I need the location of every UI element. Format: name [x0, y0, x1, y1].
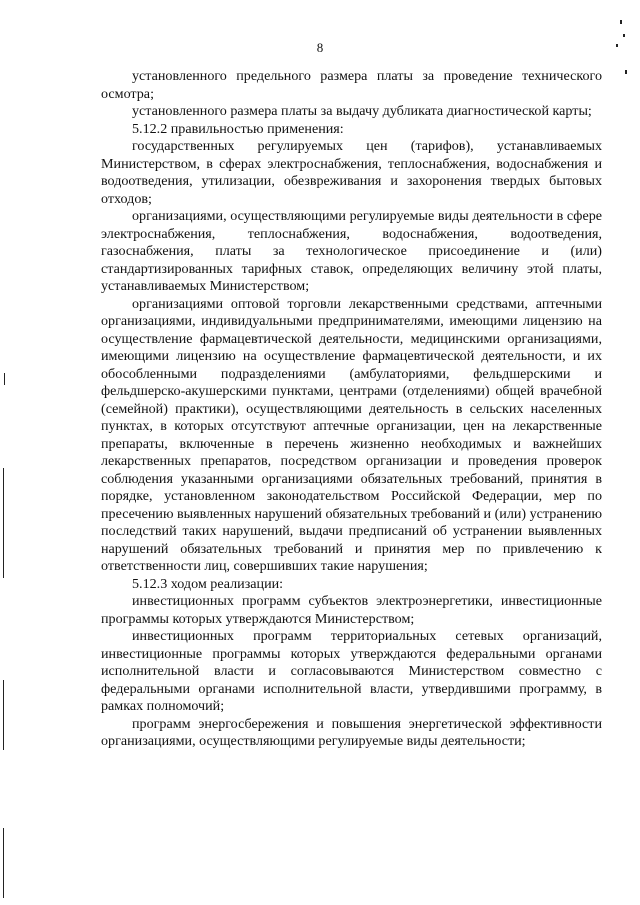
paragraph: инвестиционных программ территориальных сетевых организаций, инвестиционные программы которых утверждаются федеральными органами исполнительной власти и согласовываются Министерством совместно с федеральными органами исполнительной власти, утвердившими программу, в рамках полномочий;	[101, 628, 602, 714]
scan-mark	[616, 44, 618, 47]
scan-mark	[3, 828, 4, 898]
scan-mark	[625, 70, 627, 74]
scan-mark	[623, 34, 625, 37]
paragraph: установленного предельного размера платы за проведение технического осмотра;	[101, 68, 602, 102]
scan-mark	[4, 373, 5, 385]
paragraph: инвестиционных программ субъектов электроэнергетики, инвестиционные программы которых утверждаются Министерством;	[101, 593, 602, 627]
scan-mark	[3, 468, 4, 578]
page-number: 8	[316, 40, 324, 55]
document-body	[101, 68, 602, 751]
scan-mark	[620, 20, 622, 24]
paragraph: организациями, осуществляющими регулируемые виды деятельности в сфере электроснабжения, теплоснабжения, водоснабжения, водоотведения, газоснабжения, платы за технологическое присоединение и (или) стандартизированных тарифных ставок, определяющих величину этой платы, устанавливаемых Министерством;	[101, 208, 602, 294]
section-heading: 5.12.3 ходом реализации:	[132, 575, 284, 592]
section-heading: 5.12.2 правильностью применения:	[132, 120, 344, 137]
paragraph: организациями оптовой торговли лекарственными средствами, аптечными организациями, индивидуальными предпринимателями, имеющими лицензию на осуществление фармацевтической деятельности, медицинскими организациями, имеющими лицензию на осуществление фармацевтической деятельности, и их обособленными подразделениями (амбулаториями, фельдшерскими и фельдшерско-акушерскими пунктами, центрами (отделениями) общей врачебной (семейной) практики), осуществляющими деятельность в сельских населенных пунктах, в которых отсутствуют аптечные организации, цен на лекарственные препараты, включенные в перечень жизненно необходимых и важнейших лекарственных препаратов, посредством организации и проведения проверок соблюдения указанными организациями обязательных требований, принятия в порядке, установленном законодательством Российской Федерации, мер по пресечению выявленных нарушений обязательных требований и (или) устранению последствий таких нарушений, выдачи предписаний об устранении выявленных нарушений обязательных требований и принятия мер по привлечению к ответственности лиц, совершивших такие нарушения;	[101, 295, 602, 574]
paragraph: установленного размера платы за выдачу дубликата диагностической карты;	[132, 103, 592, 119]
scan-mark	[3, 680, 4, 750]
paragraph: программ энергосбережения и повышения энергетической эффективности организациями, осуществляющими регулируемые виды деятельности;	[101, 715, 602, 749]
paragraph: государственных регулируемых цен (тарифов), устанавливаемых Министерством, в сферах электроснабжения, теплоснабжения, водоснабжения и водоотведения, утилизации, обезвреживания и захоронения твердых бытовых отходов;	[101, 138, 602, 207]
